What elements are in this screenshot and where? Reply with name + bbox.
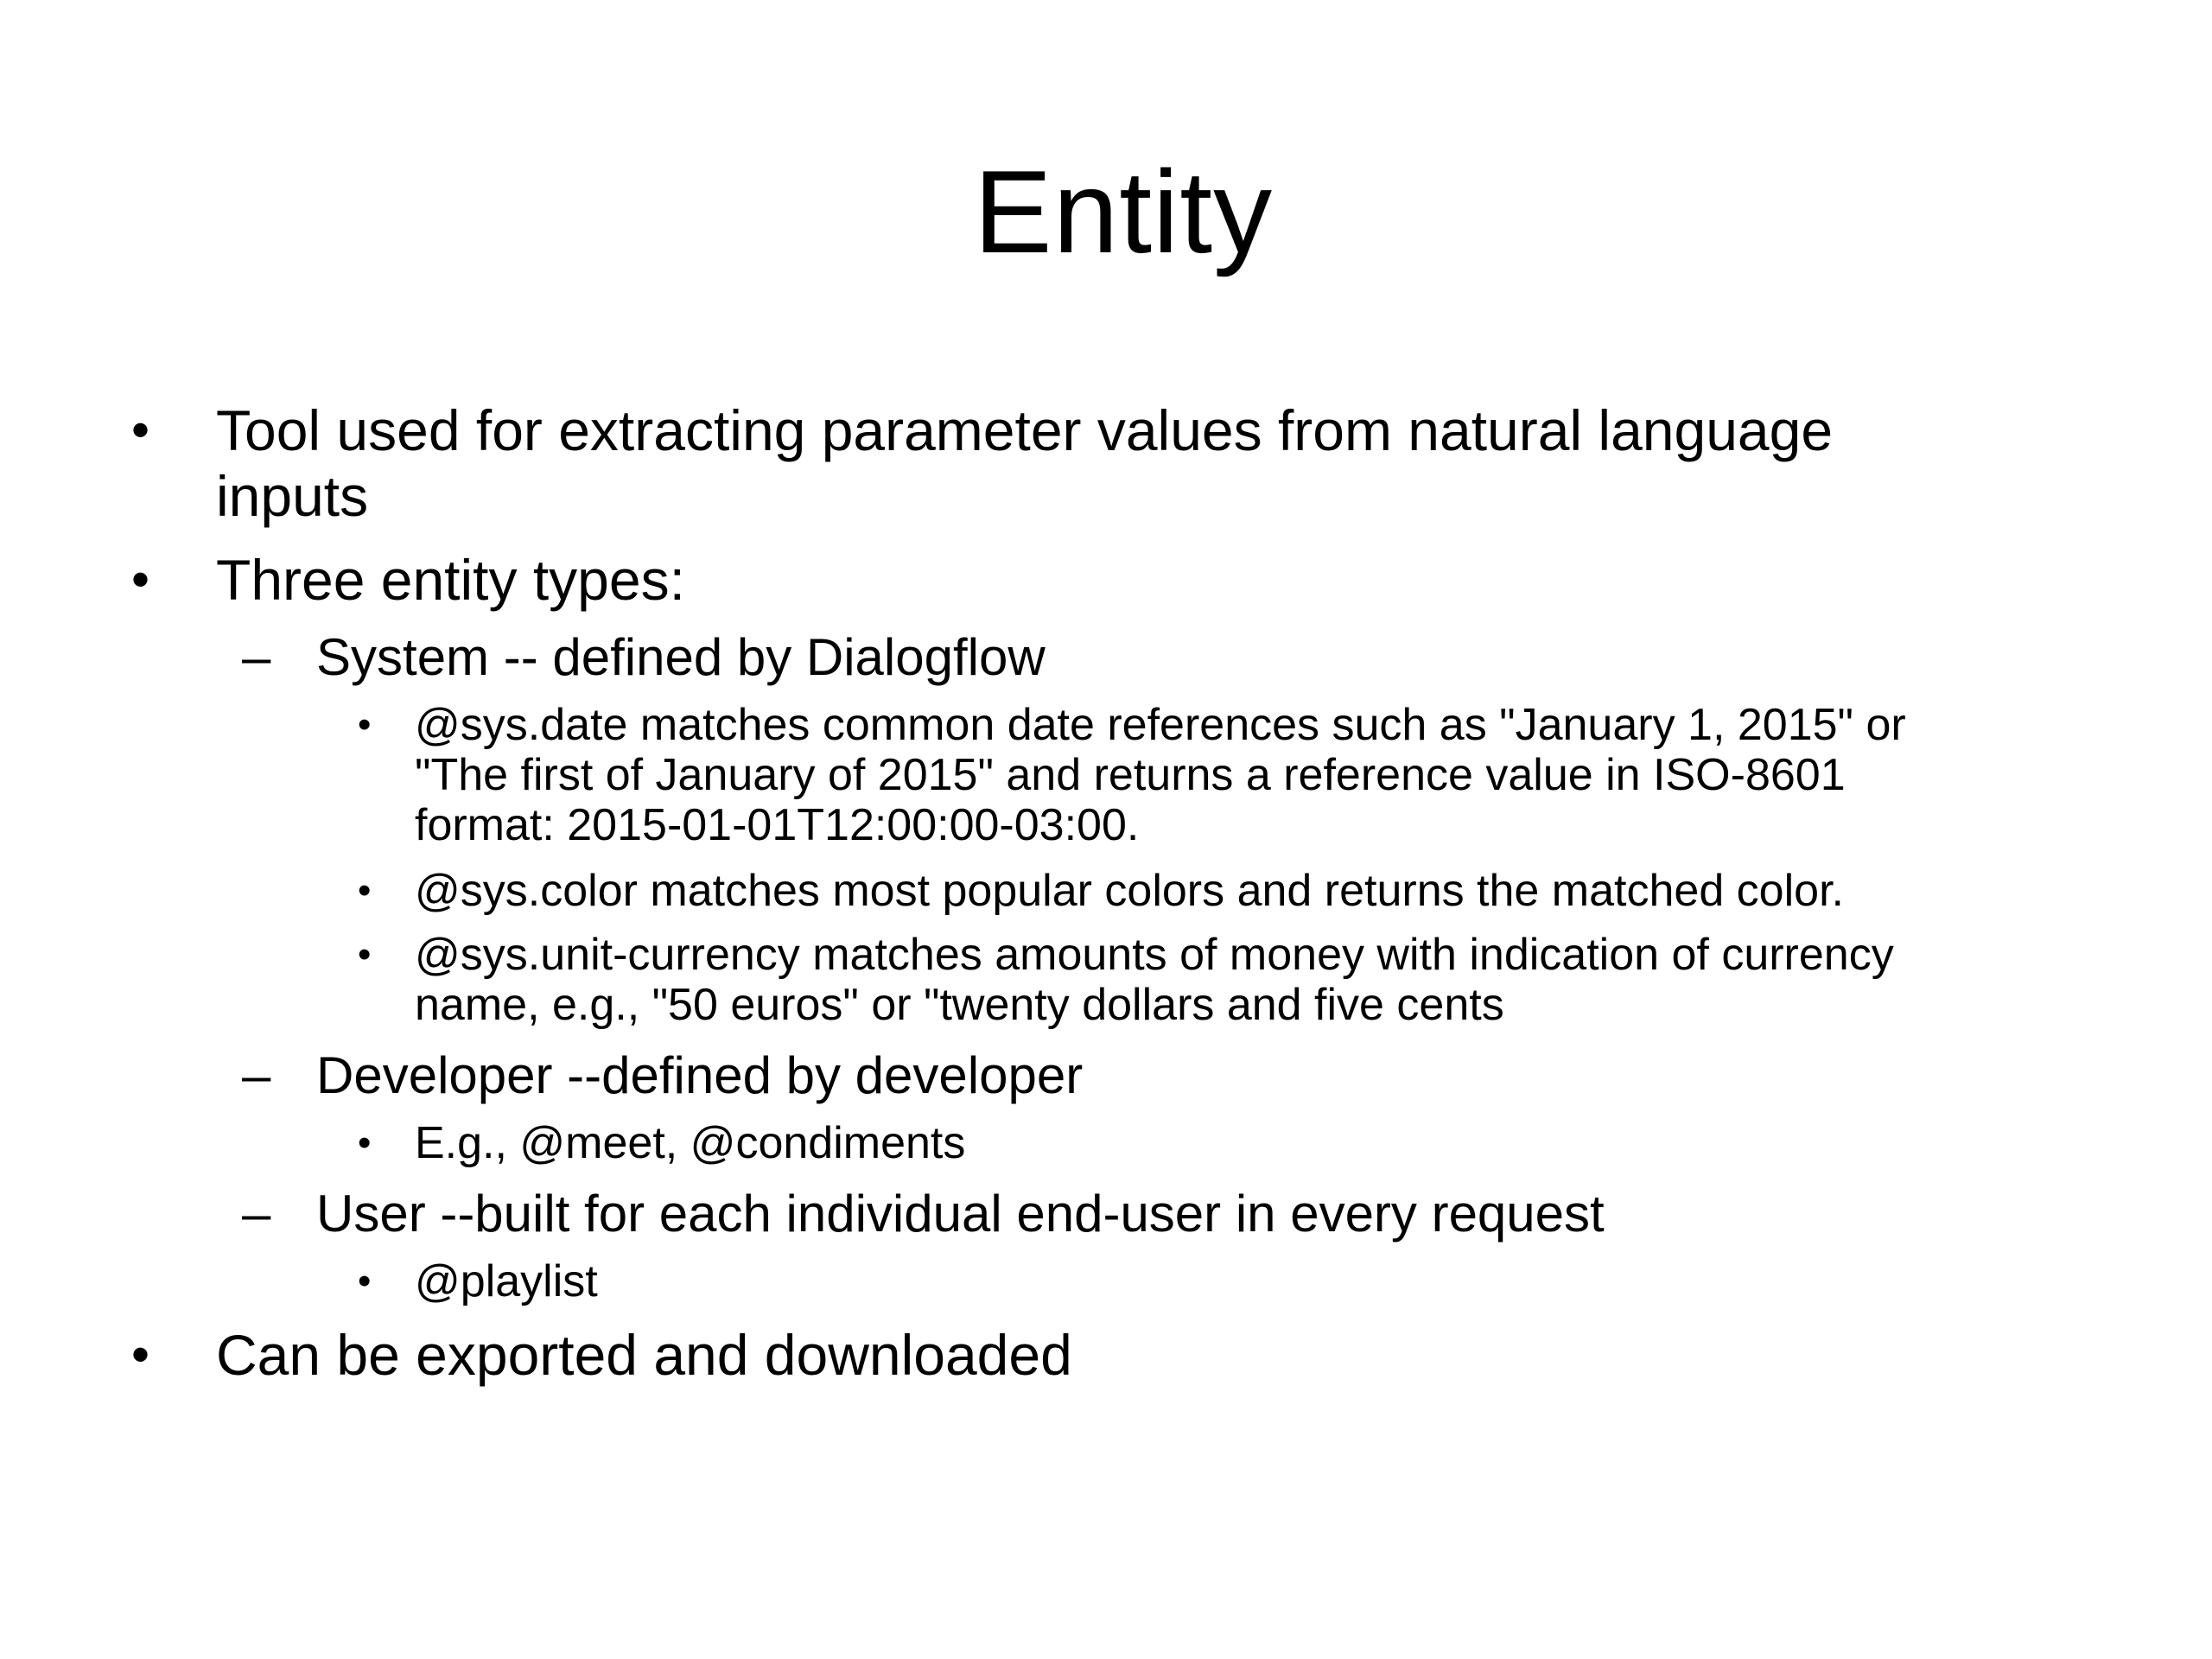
bullet-icon: • <box>358 703 372 746</box>
sub-sub-bullet-text-continued: format: 2015-01-01T12:00:00-03:00. <box>415 800 1140 850</box>
bullet-text: Three entity types: <box>216 548 685 612</box>
bullet-icon: • <box>131 1325 150 1383</box>
bullet-icon: • <box>358 933 372 976</box>
sub-sub-bullet-text: @sys.date matches common date references such as "January 1, 2015" or <box>415 700 1906 750</box>
dash-icon: – <box>242 628 271 686</box>
bullet-text-continued: inputs <box>216 464 369 528</box>
sub-bullet-text: System -- defined by Dialogflow <box>316 628 1046 686</box>
sub-sub-bullet-text-continued: name, e.g., "50 euros" or "twenty dollars and five cents <box>415 980 1504 1030</box>
bullet-icon: • <box>358 1122 372 1164</box>
sub-sub-bullet-text: @sys.unit-currency matches amounts of money with indication of currency <box>415 930 1894 980</box>
sub-bullet-text: User --built for each individual end-user in every request <box>316 1185 1605 1243</box>
sub-bullet-text: Developer --defined by developer <box>316 1046 1084 1104</box>
bullet-icon: • <box>131 401 150 459</box>
bullet-text: Can be exported and downloaded <box>216 1323 1072 1387</box>
bullet-icon: • <box>358 1260 372 1302</box>
bullet-text: Tool used for extracting parameter values from natural language <box>216 398 1834 462</box>
sub-sub-bullet-text-continued: "The first of January of 2015" and returns a reference value in ISO-8601 <box>415 750 1846 800</box>
bullet-icon: • <box>131 550 150 608</box>
sub-sub-bullet-text: @playlist <box>415 1256 598 1306</box>
bullet-icon: • <box>358 869 372 912</box>
sub-sub-bullet-text: E.g., @meet, @condiments <box>415 1118 966 1168</box>
dash-icon: – <box>242 1046 271 1104</box>
dash-icon: – <box>242 1185 271 1243</box>
sub-sub-bullet-text: @sys.color matches most popular colors and returns the matched color. <box>415 866 1844 916</box>
slide-title: Entity <box>973 146 1274 277</box>
